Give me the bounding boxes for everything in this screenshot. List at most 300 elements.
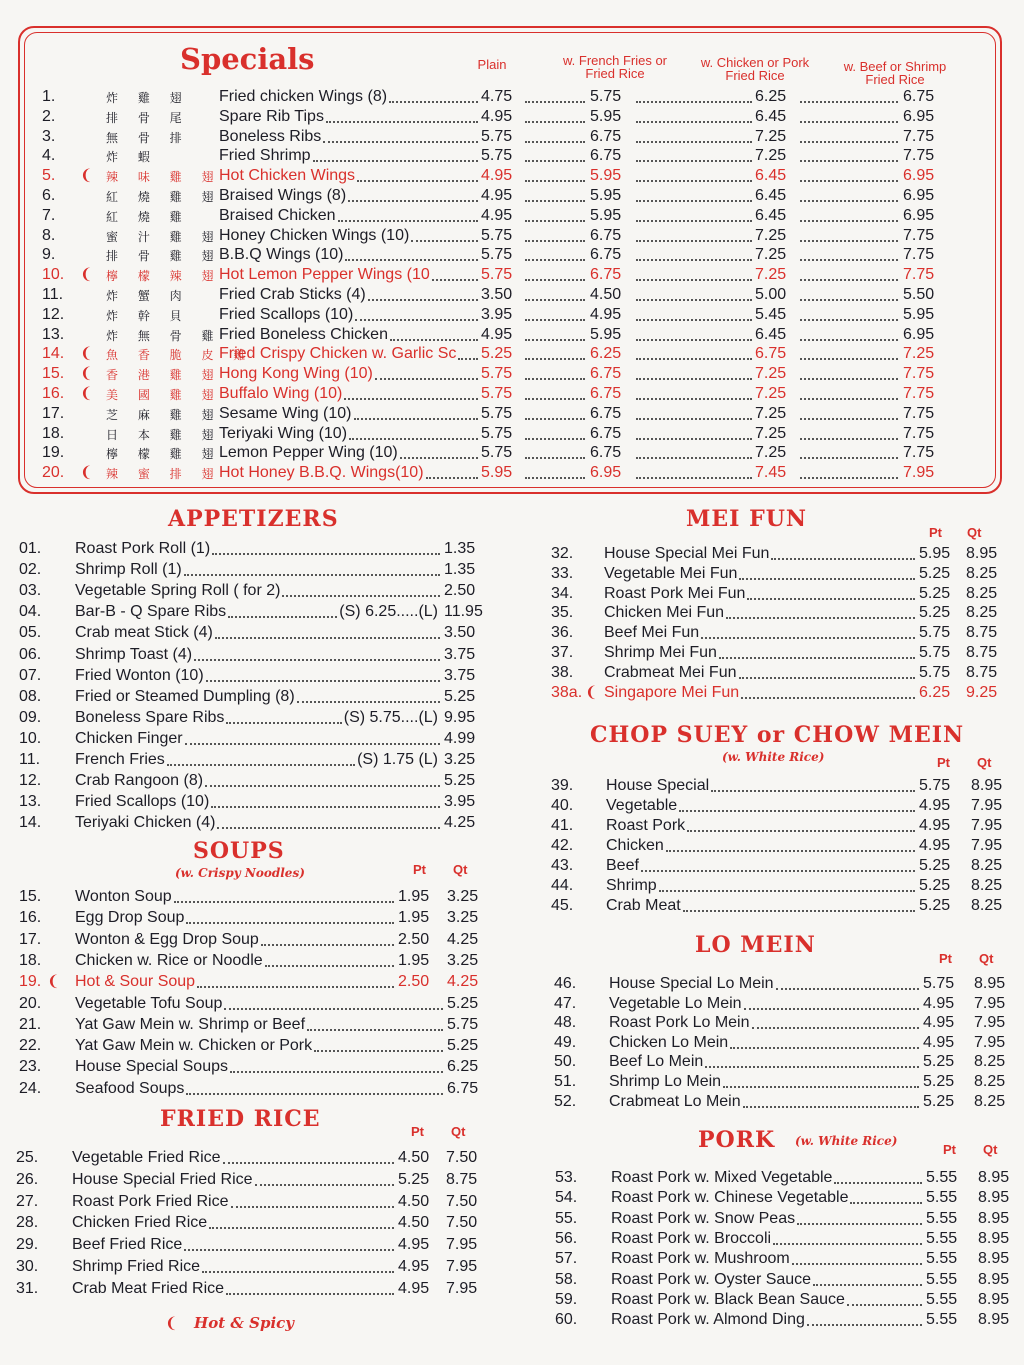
price-pint: 5.25: [919, 857, 951, 874]
price-quart: 8.25: [966, 564, 998, 582]
price: 3.25: [444, 751, 476, 768]
price-pint: 5.75: [919, 644, 951, 661]
pepper-icon: ❨: [80, 345, 93, 363]
item-number: 34.: [551, 584, 574, 602]
item-name: Chicken Lo Mein: [609, 1033, 729, 1051]
item-name: French Fries: [75, 751, 165, 768]
chinese-name: 炸 蟹 肉: [106, 289, 190, 303]
leader-dots: [636, 398, 752, 400]
leader-dots: [355, 319, 478, 321]
menu-row: [0, 1052, 1024, 1072]
item-number: 06.: [19, 645, 42, 663]
col-beef: w. Beef or Shrimp Fried Rice: [843, 59, 947, 87]
item-name: Crab meat Stick (4): [75, 624, 213, 642]
chinese-name: 炸 蝦: [106, 150, 158, 165]
leader-dots: [345, 259, 478, 261]
price-pint: 4.50: [398, 1214, 430, 1232]
mei-fun-pt-label: Pt: [929, 525, 942, 540]
item-number: 14.: [42, 345, 65, 363]
leader-dots: [792, 1263, 922, 1265]
price: 6.75: [590, 404, 622, 422]
item-name: Roast Pork w. Snow Peas: [611, 1209, 796, 1227]
item-name: Shrimp Roll (1): [75, 561, 182, 579]
item-name: Teriyaki Wing (10): [219, 424, 348, 442]
soups-title: SOUPS: [193, 838, 285, 864]
price-pint: 5.75: [919, 663, 951, 681]
price-quart: 3.25: [447, 951, 479, 969]
price: 5.95: [590, 187, 622, 204]
price-quart: 8.75: [966, 644, 998, 661]
item-number: 4.: [42, 147, 56, 165]
price: 5.75: [481, 385, 513, 402]
leader-dots: [525, 279, 585, 281]
price-quart: 7.95: [971, 817, 1003, 834]
price-quart: 8.95: [971, 777, 1003, 794]
price-pint: 4.95: [923, 994, 955, 1012]
item-name: House Special Fried Rice: [72, 1170, 253, 1188]
leader-dots: [265, 965, 394, 967]
leader-dots: [344, 398, 478, 400]
item-name: Shrimp Toast (4): [75, 645, 193, 663]
item-name: Braised Wings (8): [219, 187, 347, 204]
item-name: Roast Pork w. Mixed Vegetable: [611, 1169, 833, 1186]
item-name: Fried Scallops (10): [75, 793, 210, 811]
item-number: 02.: [19, 561, 42, 579]
leader-dots: [834, 1182, 922, 1184]
leader-dots: [636, 477, 752, 479]
item-number: 26.: [16, 1170, 39, 1188]
price: 6.25: [755, 88, 787, 105]
price-quart: 7.95: [446, 1258, 478, 1275]
lo-mein-title: LO MEIN: [695, 932, 816, 958]
price: 9.95: [444, 708, 476, 726]
leader-dots: [261, 944, 394, 946]
size-prices: (S) 5.75....(L): [343, 708, 438, 726]
chop-suey-title: CHOP SUEY or CHOW MEIN: [590, 722, 965, 748]
item-number: 20.: [19, 994, 42, 1012]
leader-dots: [636, 141, 752, 143]
menu-row: [0, 623, 1024, 643]
price-quart: 4.25: [447, 973, 479, 991]
item-number: 13.: [42, 325, 65, 343]
leader-dots: [525, 259, 585, 261]
leader-dots: [800, 279, 898, 281]
price-pint: 5.25: [919, 584, 951, 602]
leader-dots: [426, 477, 478, 479]
item-number: 7.: [42, 206, 56, 224]
menu-row: [0, 663, 1024, 683]
price: 7.25: [755, 385, 787, 402]
pepper-icon: ❨: [80, 385, 93, 402]
leader-dots: [800, 101, 898, 103]
item-name: Sesame Wing (10): [219, 404, 352, 422]
menu-row: [0, 856, 1024, 876]
item-number: 3.: [42, 127, 56, 145]
leader-dots: [730, 1047, 919, 1049]
menu-row: [0, 1092, 1024, 1112]
price: 5.75: [481, 266, 513, 284]
chinese-name: 炸 雞 翅: [106, 91, 190, 105]
mei-fun-title: MEI FUN: [686, 506, 807, 532]
leader-dots: [683, 910, 915, 912]
leader-dots: [226, 722, 341, 724]
leader-dots: [525, 457, 585, 459]
price-pint: 5.55: [926, 1250, 958, 1268]
price: 5.95: [903, 305, 935, 323]
soups-subtitle: (w. Crispy Noodles): [175, 866, 305, 880]
price-quart: 7.50: [446, 1192, 478, 1210]
price-pint: 5.55: [926, 1229, 958, 1247]
item-name: Boneless Ribs: [219, 127, 322, 145]
leader-dots: [797, 1223, 922, 1225]
chinese-name: 無 骨 排: [106, 130, 190, 145]
price-quart: 8.95: [978, 1250, 1010, 1268]
leader-dots: [636, 358, 752, 360]
item-name: Vegetable Fried Rice: [72, 1149, 221, 1166]
item-number: 48.: [554, 1014, 577, 1032]
price: 7.75: [903, 226, 935, 244]
price: 2.50: [444, 582, 476, 600]
leader-dots: [375, 378, 478, 380]
item-name: Crab Rangoon (8): [75, 772, 204, 790]
leader-dots: [800, 358, 898, 360]
menu-row: [0, 564, 1024, 584]
leader-dots: [705, 1066, 919, 1068]
special-row: [0, 245, 1024, 265]
price-quart: 8.25: [966, 604, 998, 622]
special-row: [0, 344, 1024, 364]
price-quart: 7.95: [974, 994, 1006, 1012]
item-number: 60.: [555, 1311, 578, 1329]
item-name: Fried Boneless Chicken: [219, 325, 388, 343]
price: 3.75: [444, 666, 476, 684]
price-pint: 6.25: [919, 683, 951, 701]
leader-dots: [666, 850, 915, 852]
item-number: 50.: [554, 1053, 577, 1071]
soups-pt-label: Pt: [413, 862, 426, 877]
price: 5.75: [481, 444, 513, 462]
hot-spicy-label: Hot & Spicy: [194, 1314, 294, 1332]
price: 5.25: [481, 345, 513, 363]
price-quart: 5.25: [447, 1037, 479, 1055]
item-name: Chicken w. Rice or Noodle: [75, 951, 263, 969]
price: 7.45: [755, 464, 787, 482]
item-name: Roast Pork w. Broccoli: [611, 1229, 772, 1247]
pepper-icon: ❨: [165, 1315, 178, 1332]
price-pint: 4.95: [919, 797, 951, 814]
leader-dots: [349, 438, 478, 440]
item-number: 03.: [19, 582, 42, 600]
price-quart: 7.95: [974, 1033, 1006, 1051]
special-row: [0, 186, 1024, 206]
item-number: 18.: [19, 951, 42, 969]
leader-dots: [357, 180, 478, 182]
item-number: 39.: [551, 777, 574, 794]
price: 7.25: [903, 345, 935, 363]
leader-dots: [641, 870, 915, 872]
price: 5.75: [481, 246, 513, 264]
price-pint: 5.75: [923, 975, 955, 992]
price-pint: 5.55: [926, 1290, 958, 1308]
leader-dots: [752, 1027, 919, 1029]
item-name: Braised Chicken: [219, 206, 336, 224]
leader-dots: [167, 764, 355, 766]
price: 4.95: [481, 107, 513, 125]
price-quart: 8.75: [446, 1170, 478, 1188]
item-number: 11.: [42, 286, 64, 303]
item-name: Chicken Finger: [75, 729, 183, 747]
menu-row: [0, 930, 1024, 950]
price-pint: 5.55: [926, 1189, 958, 1207]
price-quart: 8.25: [974, 1073, 1006, 1090]
price: 5.75: [481, 365, 513, 383]
item-number: 05.: [19, 624, 42, 642]
item-number: 16.: [19, 909, 42, 927]
item-name: Roast Pork Fried Rice: [72, 1192, 229, 1210]
menu-row: [0, 603, 1024, 623]
chinese-name: 香 港 雞 翅: [106, 368, 222, 383]
price-pint: 2.50: [398, 973, 430, 991]
item-number: 57.: [555, 1250, 578, 1268]
item-name: House Special: [606, 777, 710, 794]
item-name: Teriyaki Chicken (4): [75, 814, 216, 832]
leader-dots: [800, 319, 898, 321]
menu-row: [0, 1249, 1024, 1269]
leader-dots: [800, 477, 898, 479]
price: 6.95: [903, 187, 935, 204]
item-number: 38a.: [551, 683, 583, 701]
pepper-icon: ❨: [585, 683, 598, 701]
leader-dots: [773, 1243, 922, 1245]
menu-row: [0, 1209, 1024, 1229]
leader-dots: [800, 141, 898, 143]
price: 6.45: [755, 107, 787, 125]
leader-dots: [636, 180, 752, 182]
price: 7.75: [903, 246, 935, 264]
item-name: Yat Gaw Mein w. Chicken or Pork: [75, 1037, 313, 1055]
item-number: 01.: [19, 540, 42, 557]
price: 4.25: [444, 814, 476, 832]
item-number: 21.: [19, 1015, 42, 1033]
leader-dots: [636, 418, 752, 420]
size-prices: (S) 1.75 (L): [357, 751, 438, 768]
price: 7.25: [755, 444, 787, 462]
price: 7.25: [755, 127, 787, 145]
leader-dots: [800, 457, 898, 459]
chinese-name: 紅 燒 雞: [106, 209, 190, 224]
item-name: Shrimp Lo Mein: [609, 1073, 722, 1090]
price: 4.75: [481, 88, 513, 105]
item-number: 09.: [19, 708, 42, 726]
price: 6.75: [903, 88, 935, 105]
item-number: 10.: [42, 266, 65, 284]
item-number: 43.: [551, 857, 574, 874]
leader-dots: [525, 141, 585, 143]
price: 5.25: [444, 772, 476, 790]
price: 7.75: [903, 424, 935, 442]
price: 7.75: [903, 385, 935, 402]
item-name: Shrimp Fried Rice: [72, 1258, 201, 1275]
leader-dots: [313, 160, 478, 162]
item-number: 19.: [19, 973, 42, 991]
special-row: [0, 325, 1024, 345]
item-number: 40.: [551, 797, 574, 814]
price: 7.75: [903, 404, 935, 422]
item-name: Hot & Sour Soup: [75, 973, 196, 991]
leader-dots: [411, 240, 478, 242]
col-chicken: w. Chicken or Pork Fried Rice: [700, 55, 810, 83]
chinese-name: 排 骨 尾: [106, 110, 190, 125]
leader-dots: [659, 890, 915, 892]
leader-dots: [458, 358, 478, 360]
item-number: 45.: [551, 897, 574, 914]
price: 5.50: [903, 286, 935, 303]
price: 7.25: [755, 266, 787, 284]
item-number: 10.: [19, 729, 42, 747]
item-name: Crabmeat Mei Fun: [604, 663, 737, 681]
price: 4.95: [481, 206, 513, 224]
chop-suey-qt-label: Qt: [977, 755, 992, 770]
item-number: 56.: [555, 1229, 578, 1247]
leader-dots: [741, 697, 915, 699]
price-quart: 8.75: [966, 663, 998, 681]
price-quart: 7.95: [446, 1236, 478, 1254]
chinese-name: 紅 燒 雞 翅: [106, 190, 222, 204]
item-number: 28.: [16, 1214, 39, 1232]
menu-row: [0, 750, 1024, 770]
price: 6.45: [755, 325, 787, 343]
price: 11.95: [444, 603, 483, 621]
leader-dots: [687, 830, 915, 832]
item-name: Fried Crab Sticks (4): [219, 286, 366, 303]
chinese-name: 日 本 雞 翅: [106, 427, 222, 442]
leader-dots: [636, 279, 752, 281]
item-number: 25.: [16, 1149, 39, 1166]
leader-dots: [800, 220, 898, 222]
price-pint: 5.55: [926, 1311, 958, 1329]
price-pint: 5.55: [926, 1209, 958, 1227]
price: 3.50: [444, 624, 476, 642]
leader-dots: [800, 121, 898, 123]
leader-dots: [744, 1008, 919, 1010]
item-number: 13.: [19, 793, 42, 811]
leader-dots: [743, 1106, 919, 1108]
chinese-name: 魚 香 脆 皮 雞: [106, 348, 254, 363]
leader-dots: [711, 790, 915, 792]
mei-fun-qt-label: Qt: [967, 525, 982, 540]
special-row: [0, 404, 1024, 424]
price: 5.00: [755, 286, 787, 303]
item-number: 29.: [16, 1236, 39, 1254]
item-name: Beef: [606, 857, 639, 874]
item-number: 15.: [19, 888, 42, 905]
item-number: 6.: [42, 187, 56, 204]
leader-dots: [348, 200, 478, 202]
menu-row: [0, 796, 1024, 816]
item-number: 36.: [551, 624, 574, 642]
item-name: Yat Gaw Mein w. Shrimp or Beef: [75, 1015, 306, 1033]
item-name: Roast Pork: [606, 817, 686, 834]
special-row: [0, 226, 1024, 246]
price: 3.95: [481, 305, 513, 323]
leader-dots: [800, 299, 898, 301]
item-number: 04.: [19, 603, 42, 621]
price-quart: 8.95: [978, 1189, 1010, 1207]
price: 7.75: [903, 365, 935, 383]
price-pint: 4.95: [919, 837, 951, 854]
leader-dots: [800, 378, 898, 380]
special-row: [0, 166, 1024, 186]
item-number: 23.: [19, 1058, 42, 1076]
item-number: 12.: [42, 305, 65, 323]
price: 3.95: [444, 793, 476, 811]
item-name: Buffalo Wing (10): [219, 385, 343, 402]
item-number: 8.: [42, 226, 56, 244]
item-number: 18.: [42, 424, 65, 442]
item-number: 2.: [42, 107, 56, 125]
price: 7.75: [903, 147, 935, 165]
leader-dots: [800, 200, 898, 202]
item-name: Roast Pork w. Oyster Sauce: [611, 1270, 812, 1288]
item-name: Hong Kong Wing (10): [219, 365, 373, 383]
item-number: 55.: [555, 1209, 578, 1227]
leader-dots: [525, 240, 585, 242]
item-name: Beef Mei Fun: [604, 624, 700, 642]
menu-row: [0, 643, 1024, 663]
item-name: Fried Shrimp: [219, 147, 311, 165]
chinese-name: 檸 檬 辣 翅: [106, 269, 222, 284]
leader-dots: [636, 101, 752, 103]
item-number: 31.: [16, 1279, 39, 1297]
special-row: [0, 384, 1024, 404]
menu-row: [0, 974, 1024, 994]
item-name: Hot Honey B.B.Q. Wings(10): [219, 464, 424, 482]
price-quart: 7.95: [974, 1014, 1006, 1032]
price-quart: 4.25: [447, 930, 479, 948]
leader-dots: [636, 438, 752, 440]
menu-row: [0, 1310, 1024, 1330]
chinese-name: 排 骨 雞 翅: [106, 249, 222, 264]
item-name: Bar-B - Q Spare Ribs: [75, 603, 227, 621]
item-number: 11.: [19, 751, 41, 768]
price-quart: 8.25: [974, 1092, 1006, 1110]
menu-row: [0, 951, 1024, 971]
price-pint: 4.95: [919, 817, 951, 834]
item-name: Fried Scallops (10): [219, 305, 354, 323]
special-row: [0, 146, 1024, 166]
item-number: 58.: [555, 1270, 578, 1288]
price: 4.99: [444, 729, 476, 747]
price-pint: 4.95: [923, 1014, 955, 1032]
leader-dots: [719, 657, 915, 659]
price: 7.95: [903, 464, 935, 482]
price-pint: 5.55: [926, 1270, 958, 1288]
price-quart: 8.95: [978, 1290, 1010, 1308]
leader-dots: [800, 438, 898, 440]
leader-dots: [326, 121, 478, 123]
price: 6.75: [590, 266, 622, 284]
price: 6.45: [755, 206, 787, 224]
menu-row: [0, 1290, 1024, 1310]
leader-dots: [800, 160, 898, 162]
price: 6.75: [590, 365, 622, 383]
chinese-name: 芝 麻 雞 翅: [106, 407, 222, 422]
price-pint: 1.95: [398, 909, 430, 927]
leader-dots: [739, 677, 916, 679]
leader-dots: [338, 220, 479, 222]
price-quart: 6.25: [447, 1058, 479, 1076]
item-number: 49.: [554, 1033, 577, 1051]
